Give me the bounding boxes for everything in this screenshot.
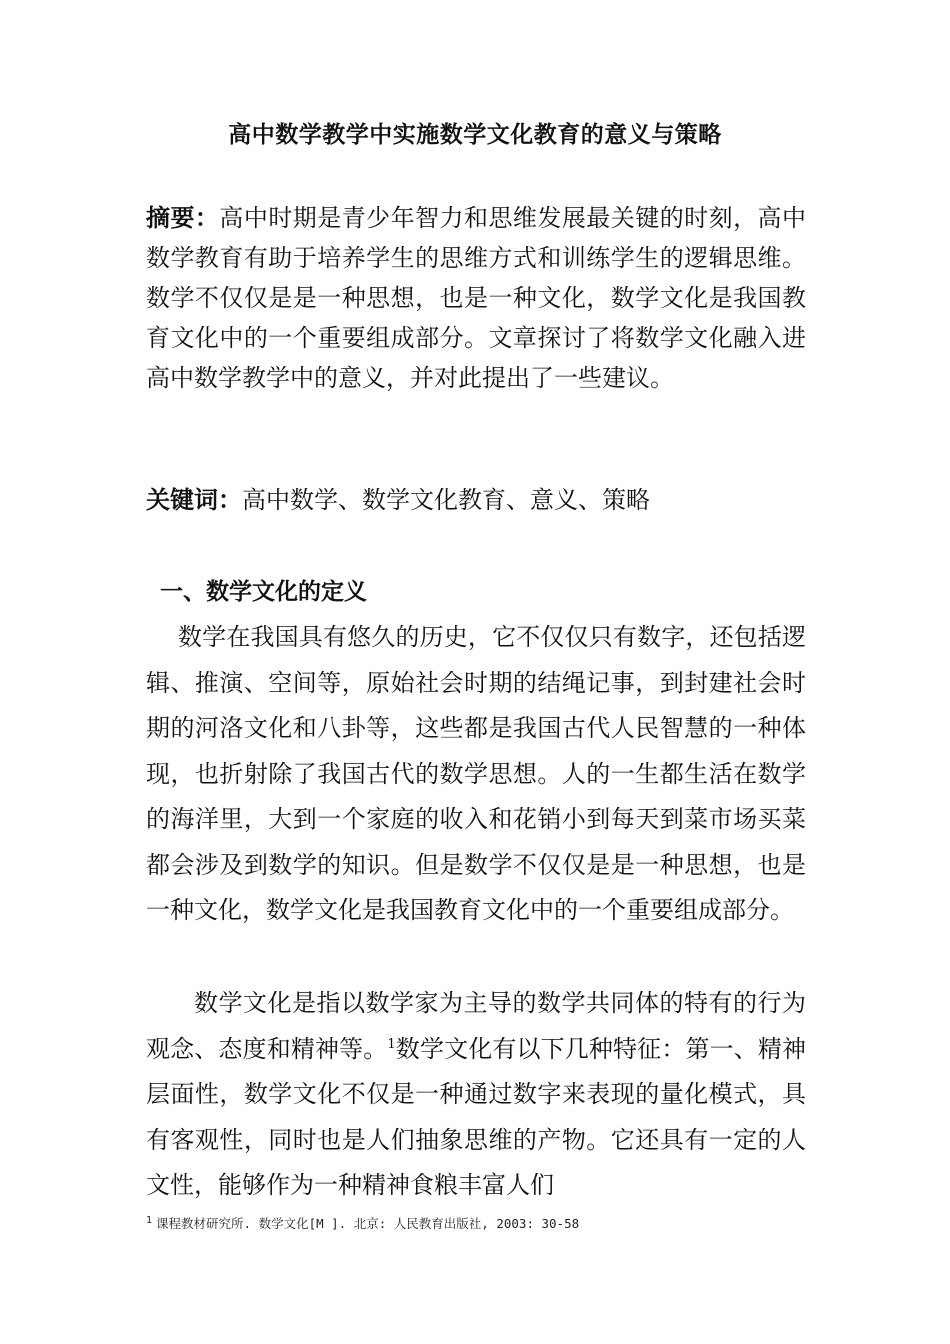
footnote-number: 1	[146, 1215, 153, 1226]
section-heading: 一、数学文化的定义	[160, 579, 367, 605]
keywords-label: 关键词：	[146, 486, 242, 514]
abstract-paragraph	[146, 198, 806, 398]
body-paragraph-2	[146, 981, 806, 1209]
keywords-paragraph	[146, 480, 806, 520]
footnote-text: 课程教材研究所. 数学文化[M ]. 北京: 人民教育出版社, 2003: 30-58	[156, 1216, 580, 1232]
footnote	[146, 1212, 806, 1233]
paragraph-2-text-end: 数学文化有以下几种特征：第一、精神层面性，数学文化不仅是一种通过数字来表现的量化模式，具有客观性，同时也是人们抽象思维的产物。它还具有一定的人文性，能够作为一种精神食粮丰富人们	[146, 1034, 807, 1199]
keywords-text: 高中数学、数学文化教育、意义、策略	[242, 486, 650, 514]
abstract-label: 摘要：	[146, 204, 220, 232]
footnote-reference[interactable]: 1	[387, 1036, 396, 1052]
paragraph-2-text-start: 数学文化是指以数学家为主导的数学共同体的特有的行为观念、态度和精神等。	[146, 989, 806, 1063]
document-title: 高中数学教学中实施数学文化教育的意义与策略	[228, 122, 722, 148]
abstract-text: 高中时期是青少年智力和思维发展最关键的时刻，高中数学教育有助于培养学生的思维方式和训练学生的逻辑思维。数学不仅仅是是一种思想，也是一种文化，数学文化是我国教育文化中的一个重要组成部分。文章探讨了将数学文化融入进高中数学教学中的意义，并对此提出了一些建议。	[146, 204, 807, 392]
body-paragraph-1: 数学在我国具有悠久的历史，它不仅仅只有数字，还包括逻辑、推演、空间等，原始社会时期的结绳记事，到封建社会时期的河洛文化和八卦等，这些都是我国古代人民智慧的一种体现，也折射除了我国古代的数学思想。人的一生都生活在数学的海洋里，大到一个家庭的收入和花销小到每天到菜市场买菜都会涉及到数学的知识。但是数学不仅仅是是一种思想，也是一种文化，数学文化是我国教育文化中的一个重要组成部分。	[146, 623, 806, 924]
